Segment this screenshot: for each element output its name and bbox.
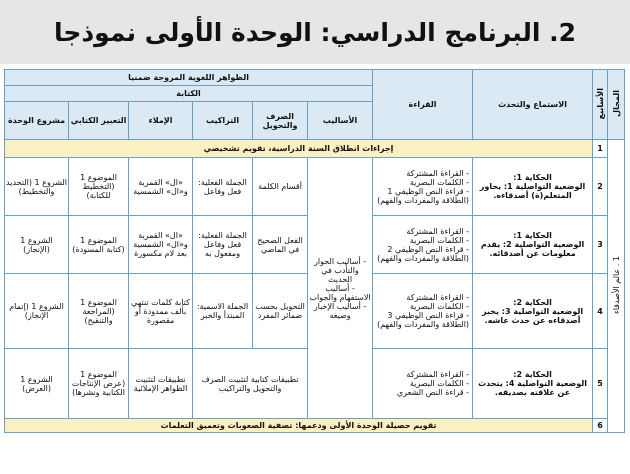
header-unit-project: مشروع الوحدة [5, 102, 69, 140]
listening-cell: الحكاية 1: الوضعية التواصلية 1: يحاور المتعلم(ة) أصدقاءه. [473, 158, 593, 216]
domain-cell: 1 . عالم الأصدقاء [608, 140, 625, 433]
row-1-text: إجراءات انطلاق السنة الدراسية، تقويم تشخيصي [5, 140, 593, 158]
dictation-cell: «ال» القمرية و«ال» الشمسية [129, 158, 193, 216]
listening-cell: الحكاية 2: الوضعية التواصلية 3: يخبر أصدقاءه عن حدث عاشه. [473, 274, 593, 349]
header-weeks: الأسابيع [593, 70, 608, 140]
morphology-cell: التحويل بحسب ضمائر المفرد [253, 274, 308, 349]
header-dictation: الإملاء [129, 102, 193, 140]
unit-project-cell: الشروع 1 (إتمام الإنجاز) [5, 274, 69, 349]
listening-cell: الحكاية 2: الوضعية التواصلية 4: يتحدث عن علاقته بصديقه. [473, 349, 593, 419]
header-reading: القراءة [373, 70, 473, 140]
listening-cell: الحكاية 1: الوضعية التواصلية 2: يقدم معلومات عن أصدقائه. [473, 216, 593, 274]
written-expression-cell: الموضوع 1 (التخطيط للكتابة) [69, 158, 129, 216]
week-number: 3 [593, 216, 608, 274]
curriculum-table [4, 69, 625, 433]
written-expression-cell: الموضوع 1 (كتابة المسودة) [69, 216, 129, 274]
header-morphology: الصرف والتحويل [253, 102, 308, 140]
styles-cell: - أساليب الحوار والتأدب في الحديث - أساليب الاستفهام والجواب - أساليب الإخبار وصيغه [308, 158, 373, 419]
reading-cell: - القراءة المشتركة - الكلمات البصرية - قراءة النص الوظيفي 3 (الطلاقة والمفردات والفهم) [373, 274, 473, 349]
morphology-cell: أقسام الكلمة [253, 158, 308, 216]
morphology-cell: الفعل الصحيح في الماضي [253, 216, 308, 274]
row-6-text: تقويم حصيلة الوحدة الأولى ودعمها: تصفية الصعوبات وتعميق التعلمات [5, 419, 593, 433]
syntax-cell: الجملة الاسمية: المبتدأ والخبر [193, 274, 253, 349]
syntax-cell: الجملة الفعلية: فعل وفاعل [193, 158, 253, 216]
week-number: 4 [593, 274, 608, 349]
header-syntax: التراكيب [193, 102, 253, 140]
written-expression-cell: الموضوع 1 (عرض الإنتاجات الكتابية ونشرها) [69, 349, 129, 419]
written-expression-cell: الموضوع 1 (المراجعة والتنقيح) [69, 274, 129, 349]
reading-cell: - القراءة المشتركة - الكلمات البصرية - قراءة النص الشعري [373, 349, 473, 419]
reading-cell: - القراءة المشتركة - الكلمات البصرية - قراءة النص الوظيفي 1 (الطلاقة والمفردات والفهم) [373, 158, 473, 216]
header-domain: المجال [608, 70, 625, 140]
header-written-expression: التعبير الكتابي [69, 102, 129, 140]
title-band [0, 0, 630, 64]
week-number: 1 [593, 140, 608, 158]
header-listening: الاستماع والتحدث [473, 70, 593, 140]
dictation-cell: تطبيقات لتثبيت الظواهر الإملائية [129, 349, 193, 419]
header-phenomena: الظواهر اللغوية المروجة ضمنيا [5, 70, 373, 86]
unit-project-cell: الشروع 1 (الإنجاز) [5, 216, 69, 274]
header-styles: الأساليب [308, 102, 373, 140]
table-row [5, 158, 625, 216]
header-writing: الكتابة [5, 86, 373, 102]
dictation-cell: «ال» القمرية و«ال» الشمسية بعد لام مكسورة [129, 216, 193, 274]
dictation-cell: كتابة كلمات تنتهي بألف ممدودة أو مقصورة [129, 274, 193, 349]
unit-project-cell: الشروع 1 (التحديد والتخطيط) [5, 158, 69, 216]
week-number: 2 [593, 158, 608, 216]
week-number: 6 [593, 419, 608, 433]
page-title: 2. البرنامج الدراسي: الوحدة الأولى نموذجا [53, 17, 577, 47]
morph-syntax-cell: تطبيقات كتابية لتثبيت الصرف والتحويل والتراكيب [193, 349, 308, 419]
syntax-cell: الجملة الفعلية: فعل وفاعل ومفعول به [193, 216, 253, 274]
unit-project-cell: الشروع 1 (العرض) [5, 349, 69, 419]
reading-cell: - القراءة المشتركة - الكلمات البصرية - قراءة النص الوظيفي 2 (الطلاقة والمفردات والفهم) [373, 216, 473, 274]
week-number: 5 [593, 349, 608, 419]
